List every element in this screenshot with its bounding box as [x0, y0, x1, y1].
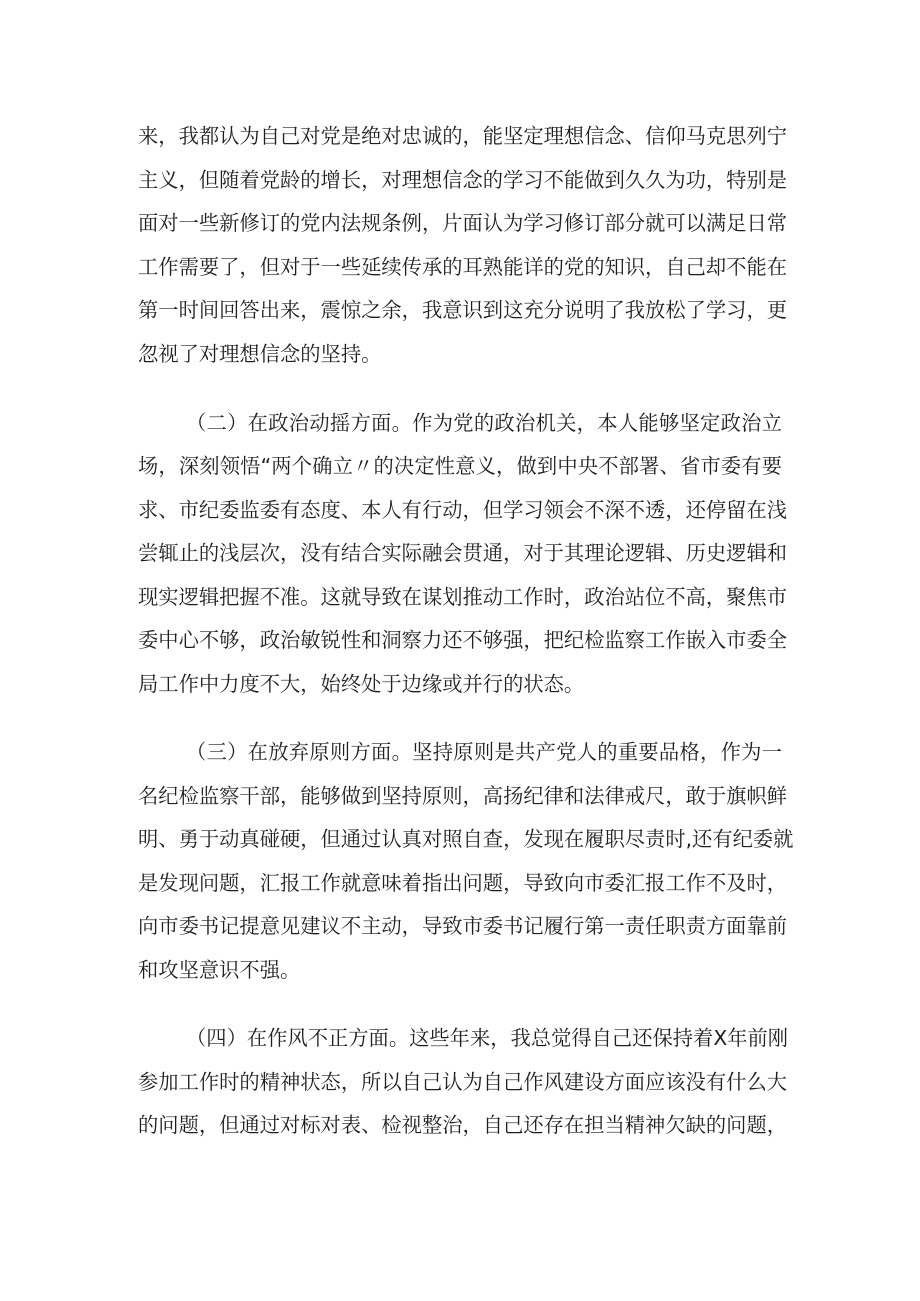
paragraph-heading-line: （二）在政治动摇方面。作为党的政治机关，本人能够坚定政治立	[186, 411, 782, 435]
text-line: 是发现问题，汇报工作就意味着指出问题，导致向市委汇报工作不及时，	[138, 871, 788, 895]
text-line: 场，深刻领悟“两个确立〃的决定性意义，做到中央不部署、省市委有要	[138, 454, 782, 478]
text-line: 局工作中力度不大，始终处于边缘或并行的状态。	[138, 672, 585, 696]
text-line: 向市委书记提意见建议不主动，导致市委书记履行第一责任职责方面靠前	[138, 914, 788, 938]
text-line: 委中心不够，政治敏锐性和洞察力还不够强，把纪检监察工作嵌入市委全	[138, 628, 788, 652]
text-line: 工作需要了，但对于一些延续传承的耳熟能详的党的知识，自己却不能在	[138, 255, 788, 279]
paragraph-heading-line: （四）在作风不正方面。这些年来，我总觉得自己还保持着X年前刚	[186, 1026, 789, 1050]
text-line: 和攻坚意识不强。	[138, 958, 301, 982]
text-line: 面对一些新修订的党内法规条例，片面认为学习修订部分就可以满足日常	[138, 211, 788, 235]
text-line: 参加工作时的精神状态，所以自己认为自己作风建设方面应该没有什么大	[138, 1070, 788, 1094]
paragraph-heading-line: （三）在放弃原则方面。坚持原则是共产党人的重要品格，作为一	[186, 740, 782, 764]
text-line: 主义，但随着党龄的增长，对理想信念的学习不能做到久久为功，特别是	[138, 168, 788, 192]
text-line: 第一时间回答出来，震惊之余，我意识到这充分说明了我放松了学习，更	[138, 298, 788, 322]
text-line: 求、市纪委监委有态度、本人有行动，但学习领会不深不透，还停留在浅	[138, 498, 788, 522]
text-line: 忽视了对理想信念的坚持。	[138, 342, 382, 366]
text-line: 尝辄止的浅层次，没有结合实际融会贯通，对于其理论逻辑、历史逻辑和	[138, 541, 788, 565]
text-line: 名纪检监察干部，能够做到坚持原则，高扬纪律和法律戒尺，敢于旗帜鲜	[138, 784, 788, 808]
text-line: 明、勇于动真碰硬，但通过认真对照自查，发现在履职尽责时,还有纪委就	[138, 827, 794, 851]
text-line: 来，我都认为自己对党是绝对忠诚的，能坚定理想信念、信仰马克思列宁	[138, 124, 788, 148]
text-line: 现实逻辑把握不准。这就导致在谋划推动工作时，政治站位不高，聚焦市	[138, 585, 788, 609]
text-line: 的问题，但通过对标对表、检视整治，自己还存在担当精神欠缺的问题，	[138, 1113, 788, 1137]
